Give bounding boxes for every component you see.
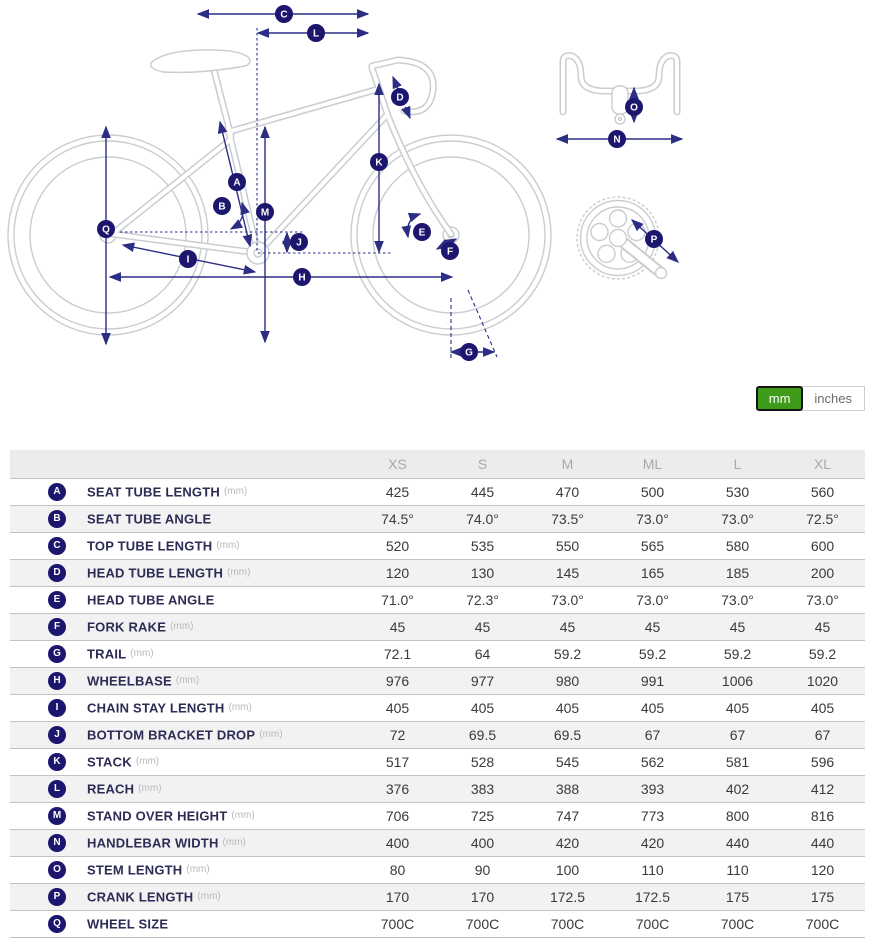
diagram-badge-letter: N [613,134,621,146]
table-row-h [10,668,865,695]
cell-e-l: 73.0° [721,592,754,608]
column-header-xl: XL [780,450,865,479]
table-row-q [10,911,865,938]
cell-c-m: 550 [555,538,580,554]
table-header-row [10,450,865,479]
cell-j-ml: 67 [644,727,661,743]
diagram-badge-o [625,98,643,116]
row-label: REACH [87,781,135,797]
cell-f-m: 45 [559,619,576,635]
cell-g-xs: 72.1 [383,646,412,662]
cell-a-s: 445 [470,484,495,500]
cell-p-s: 170 [470,889,495,905]
table-row-g [10,641,865,668]
table-row-n [10,830,865,857]
cell-e-s: 72.3° [466,592,499,608]
unit-toggle-mm-button[interactable]: mm [756,386,804,411]
row-letter-badge: D [48,564,66,582]
row-unit: (mm) [197,891,221,903]
diagram-badge-letter: O [630,102,638,114]
cell-m-ml: 773 [640,808,665,824]
column-header-l: L [695,450,780,479]
cell-m-m: 747 [555,808,580,824]
cell-a-xs: 425 [385,484,410,500]
cell-c-ml: 565 [640,538,665,554]
angle-arrow-b [231,203,243,229]
table-row-e [10,587,865,614]
cell-l-s: 383 [470,781,495,797]
diagram-badge-letter: L [312,28,320,40]
row-letter-badge: I [48,699,66,717]
table-row-k [10,749,865,776]
column-header-m: M [525,450,610,479]
cell-g-ml: 59.2 [638,646,667,662]
cell-n-xl: 440 [810,835,835,851]
saddle [151,50,250,73]
cell-k-s: 528 [470,754,495,770]
cell-o-s: 90 [474,862,491,878]
geometry-table [10,450,865,938]
cell-f-xl: 45 [814,619,831,635]
cell-l-l: 402 [725,781,750,797]
diagram-badge-letter: K [375,157,383,169]
row-label: TOP TUBE LENGTH [87,538,213,554]
cell-d-xl: 200 [810,565,835,581]
row-letter-badge: Q [48,915,66,933]
cell-h-m: 980 [555,673,580,689]
row-label: STACK [87,754,132,770]
row-letter-badge: J [48,726,66,744]
diagram-badge-letter: H [298,272,306,284]
row-letter-badge: P [48,888,66,906]
table-row-i [10,695,865,722]
diagram-badge-letter: D [396,92,404,104]
cell-k-m: 545 [555,754,580,770]
label-column-header [10,450,355,479]
cell-c-s: 535 [470,538,495,554]
diagram-badge-letter: J [296,237,302,249]
table-row-o [10,857,865,884]
cell-a-l: 530 [725,484,750,500]
diagram-badge-c [275,5,293,23]
diagram-badge-f [441,242,459,260]
table-row-b [10,506,865,533]
row-unit: (mm) [231,810,255,822]
cell-h-l: 1006 [721,673,754,689]
cell-g-m: 59.2 [553,646,582,662]
diagram-badge-e [413,223,431,241]
row-letter-badge: N [48,834,66,852]
cell-j-xs: 72 [389,727,406,743]
diagram-badge-letter: Q [102,224,110,236]
cell-b-l: 73.0° [721,511,754,527]
row-label: HEAD TUBE LENGTH [87,565,224,581]
row-label: SEAT TUBE ANGLE [87,511,212,527]
cell-a-ml: 500 [640,484,665,500]
cell-j-s: 69.5 [468,727,497,743]
unit-toggle [756,386,865,411]
diagram-badge-b [213,197,231,215]
row-unit: (mm) [135,756,160,768]
diagram-badge-i [179,250,197,268]
cell-p-xl: 175 [810,889,835,905]
cell-m-xl: 816 [810,808,835,824]
diagram-badge-letter: C [280,9,288,21]
cell-o-xs: 80 [389,862,406,878]
cell-f-xs: 45 [389,619,406,635]
cell-c-xl: 600 [810,538,835,554]
cell-o-m: 100 [555,862,580,878]
cell-a-xl: 560 [810,484,835,500]
cell-j-xl: 67 [814,727,831,743]
cell-k-xs: 517 [385,754,410,770]
row-letter-badge: O [48,861,66,879]
row-letter-badge: A [48,483,66,501]
diagram-badge-h [293,268,311,286]
cell-p-m: 172.5 [549,889,586,905]
cell-m-l: 800 [725,808,750,824]
diagram-badge-letter: B [218,201,226,213]
cell-l-xs: 376 [385,781,410,797]
cell-h-xl: 1020 [806,673,839,689]
row-letter-badge: C [48,537,66,555]
cell-h-s: 977 [470,673,495,689]
cell-b-m: 73.5° [551,511,584,527]
cell-n-s: 400 [470,835,495,851]
cell-l-m: 388 [555,781,580,797]
cell-q-m: 700C [550,916,585,932]
cell-f-ml: 45 [644,619,661,635]
row-letter-badge: K [48,753,66,771]
row-label: HEAD TUBE ANGLE [87,592,215,608]
cell-b-xs: 74.5° [381,511,414,527]
cell-g-s: 64 [474,646,491,662]
diagram-badge-p [645,230,663,248]
row-unit: (mm) [216,540,240,552]
row-letter-badge: G [48,645,66,663]
cell-e-m: 73.0° [551,592,584,608]
cell-j-l: 67 [729,727,746,743]
cell-q-s: 700C [465,916,500,932]
row-label: WHEELBASE [87,673,172,689]
cell-k-ml: 562 [640,754,665,770]
cell-f-s: 45 [474,619,491,635]
cell-h-xs: 976 [385,673,410,689]
cell-d-ml: 165 [640,565,665,581]
row-letter-badge: E [48,591,66,609]
cell-m-s: 725 [470,808,495,824]
table-row-c [10,533,865,560]
cell-d-s: 130 [470,565,495,581]
cell-p-xs: 170 [385,889,410,905]
column-header-xs: XS [355,450,440,479]
cell-l-xl: 412 [810,781,835,797]
cell-e-xl: 73.0° [806,592,839,608]
cell-k-l: 581 [725,754,750,770]
cell-d-l: 185 [725,565,750,581]
row-label: STEM LENGTH [87,862,183,878]
row-letter-badge: F [48,618,66,636]
diagram-badge-g [460,343,478,361]
diagram-badge-m [256,203,274,221]
handlebar-top-view [563,56,677,124]
cell-n-l: 440 [725,835,750,851]
cell-j-m: 69.5 [553,727,582,743]
bike-geometry-diagram [0,0,875,375]
table-row-m [10,803,865,830]
diagram-badge-letter: M [260,207,270,219]
cell-g-xl: 59.2 [808,646,837,662]
row-letter-badge: H [48,672,66,690]
cell-n-xs: 400 [385,835,410,851]
cell-i-s: 405 [470,700,495,716]
cell-d-xs: 120 [385,565,410,581]
cell-f-l: 45 [729,619,746,635]
cell-i-xs: 405 [385,700,410,716]
row-unit: (mm) [186,864,210,876]
cell-k-xl: 596 [810,754,835,770]
row-label: SEAT TUBE LENGTH [87,484,220,500]
row-unit: (mm) [170,621,194,633]
row-label: CHAIN STAY LENGTH [87,700,225,716]
row-unit: (mm) [222,837,246,849]
cell-q-l: 700C [720,916,755,932]
cell-i-xl: 405 [810,700,835,716]
table-row-l [10,776,865,803]
row-label: STAND OVER HEIGHT [87,808,228,824]
cell-h-ml: 991 [640,673,665,689]
table-row-j [10,722,865,749]
cell-i-m: 405 [555,700,580,716]
row-unit: (mm) [130,648,154,660]
diagram-badge-n [608,130,626,148]
row-unit: (mm) [228,702,252,714]
row-unit: (mm) [227,567,251,579]
diagram-badge-letter: A [233,177,241,189]
row-label: WHEEL SIZE [87,916,169,932]
row-letter-badge: L [48,780,66,798]
cell-q-xl: 700C [805,916,840,932]
row-unit: (mm) [259,729,283,741]
cell-a-m: 470 [555,484,580,500]
table-row-d [10,560,865,587]
cell-p-l: 175 [725,889,750,905]
cell-i-ml: 405 [640,700,665,716]
cell-q-xs: 700C [380,916,415,932]
diagram-badge-l [307,24,325,42]
diagram-badge-j [290,233,308,251]
row-label: CRANK LENGTH [87,889,194,905]
diagram-badge-letter: E [418,227,426,239]
cell-b-s: 74.0° [466,511,499,527]
cell-c-l: 580 [725,538,750,554]
row-label: FORK RAKE [87,619,167,635]
cell-q-ml: 700C [635,916,670,932]
cell-l-ml: 393 [640,781,665,797]
diagram-badge-letter: F [446,246,454,258]
cell-c-xs: 520 [385,538,410,554]
row-label: HANDLEBAR WIDTH [87,835,219,851]
cell-i-l: 405 [725,700,750,716]
row-unit: (mm) [138,783,162,795]
cell-d-m: 145 [555,565,580,581]
column-header-s: S [440,450,525,479]
row-unit: (mm) [175,675,200,687]
diagram-badge-letter: I [186,254,190,266]
diagram-badge-k [370,153,388,171]
cell-e-ml: 73.0° [636,592,669,608]
table-row-p [10,884,865,911]
diagram-badge-d [391,88,409,106]
table-row-a [10,479,865,506]
cell-n-ml: 420 [640,835,665,851]
cell-e-xs: 71.0° [381,592,414,608]
table-row-f [10,614,865,641]
cell-p-ml: 172.5 [634,889,671,905]
row-label: TRAIL [87,646,127,662]
diagram-badge-letter: P [650,234,658,246]
steerer-top-view [615,114,625,124]
cell-g-l: 59.2 [723,646,752,662]
cell-o-xl: 120 [810,862,835,878]
cell-o-ml: 110 [641,862,664,878]
row-letter-badge: B [48,510,66,528]
row-label: BOTTOM BRACKET DROP [87,727,256,743]
unit-toggle-inches-button[interactable]: inches [801,386,865,411]
row-letter-badge: M [48,807,66,825]
row-unit: (mm) [223,486,248,498]
cell-o-l: 110 [726,862,749,878]
column-header-ml: ML [610,450,695,479]
cell-m-xs: 706 [385,808,410,824]
cell-b-xl: 72.5° [806,511,839,527]
diagram-badge-q [97,220,115,238]
cell-n-m: 420 [555,835,580,851]
diagram-badge-a [228,173,246,191]
cell-b-ml: 73.0° [636,511,669,527]
diagram-badge-letter: G [465,347,473,359]
